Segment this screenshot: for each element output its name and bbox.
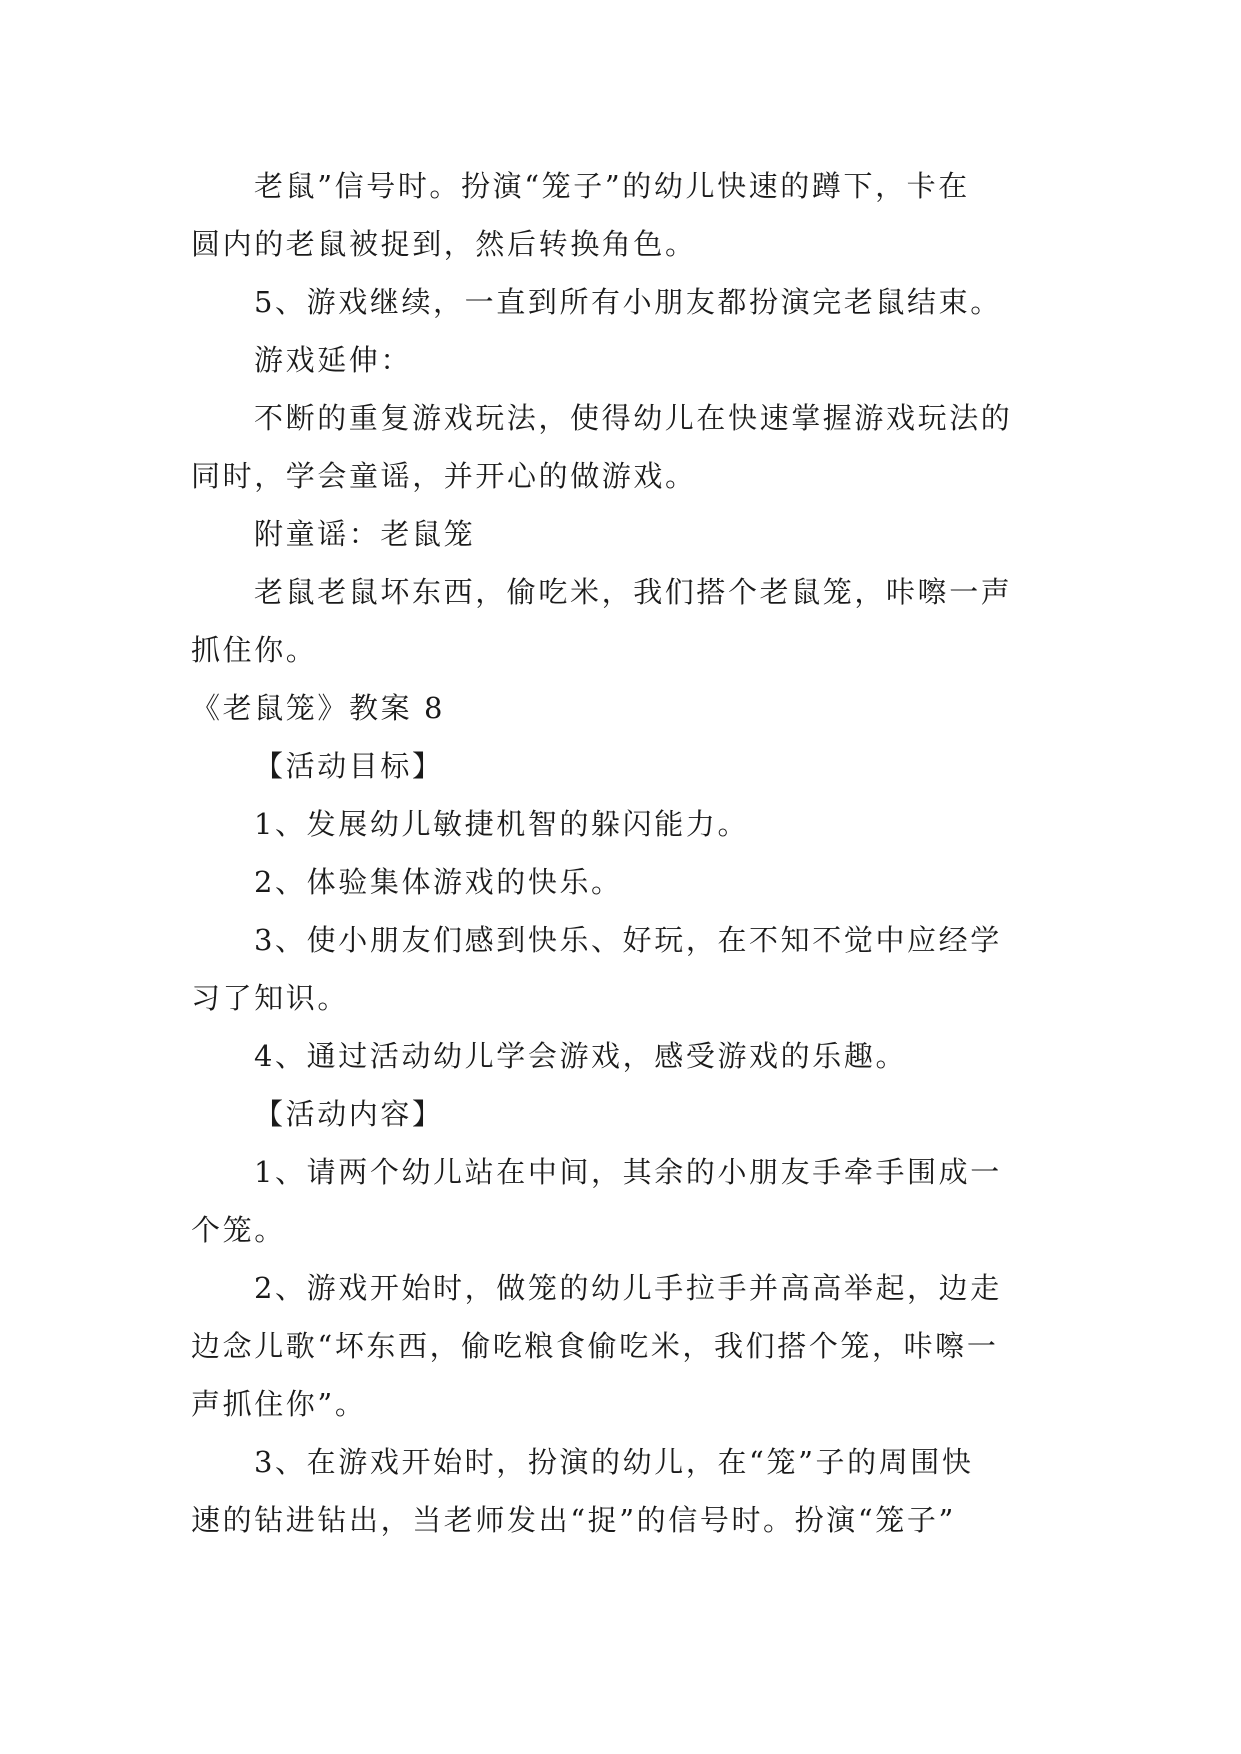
paragraph-line: 声抓住你”。 — [191, 1387, 367, 1421]
paragraph-line: 抓住你。 — [191, 633, 318, 667]
paragraph-line: 1、请两个幼儿站在中间，其余的小朋友手牵手围成一 — [254, 1155, 1002, 1189]
paragraph-line: 2、体验集体游戏的快乐。 — [254, 865, 623, 899]
document-title: 《老鼠笼》教案 8 — [191, 691, 446, 725]
paragraph-line: 速的钻进钻出，当老师发出“捉”的信号时。扮演“笼子” — [191, 1503, 956, 1537]
paragraph-line: 3、使小朋友们感到快乐、好玩，在不知不觉中应经学 — [254, 923, 1002, 957]
paragraph-line: 习了知识。 — [191, 981, 350, 1015]
paragraph-line: 同时，学会童谣，并开心的做游戏。 — [191, 459, 697, 493]
paragraph-line: 1、发展幼儿敏捷机智的躲闪能力。 — [254, 807, 750, 841]
paragraph-line: 个笼。 — [191, 1213, 286, 1247]
paragraph-line: 圆内的老鼠被捉到，然后转换角色。 — [191, 227, 697, 261]
paragraph-line: 边念儿歌“坏东西，偷吃粮食偷吃米，我们搭个笼，咔嚓一 — [191, 1329, 999, 1363]
paragraph-line: 4、通过活动幼儿学会游戏，感受游戏的乐趣。 — [254, 1039, 908, 1073]
paragraph-line: 5、游戏继续，一直到所有小朋友都扮演完老鼠结束。 — [254, 285, 1002, 319]
paragraph-line: 3、在游戏开始时，扮演的幼儿，在“笼”子的周围快 — [254, 1445, 974, 1479]
paragraph-line: 老鼠”信号时。扮演“笼子”的幼儿快速的蹲下，卡在 — [254, 169, 970, 203]
section-heading: 附童谣：老鼠笼 — [254, 517, 476, 551]
paragraph-line: 不断的重复游戏玩法，使得幼儿在快速掌握游戏玩法的 — [254, 401, 1013, 435]
section-heading: 游戏延伸： — [254, 343, 413, 377]
section-heading: 【活动目标】 — [254, 749, 444, 783]
section-heading: 【活动内容】 — [254, 1097, 444, 1131]
paragraph-line: 2、游戏开始时，做笼的幼儿手拉手并高高举起，边走 — [254, 1271, 1002, 1305]
paragraph-line: 老鼠老鼠坏东西，偷吃米，我们搭个老鼠笼，咔嚓一声 — [254, 575, 1013, 609]
